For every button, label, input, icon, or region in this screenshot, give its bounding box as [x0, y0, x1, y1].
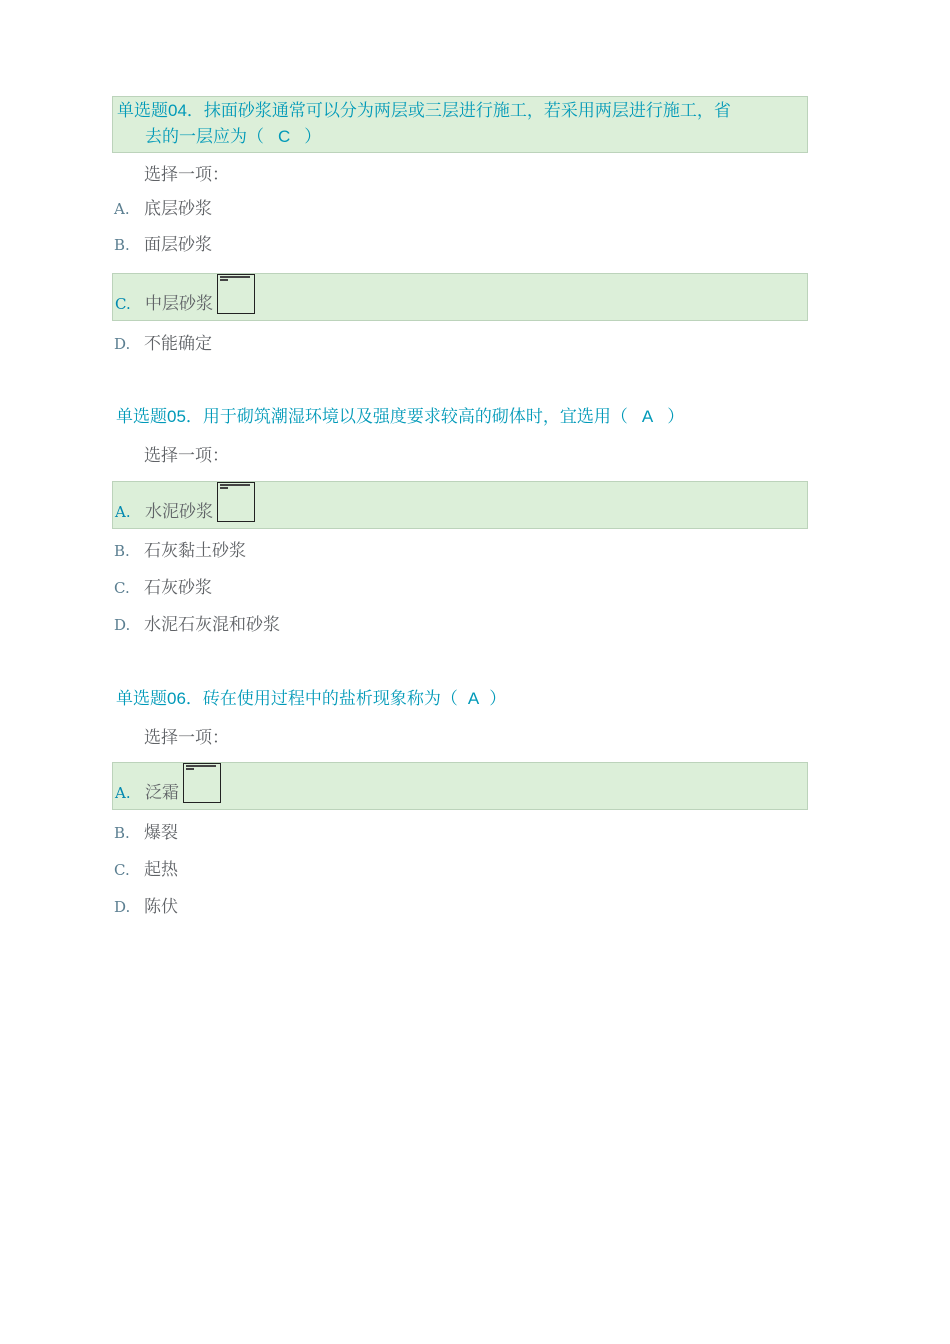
question-prefix: 单选题	[117, 101, 168, 121]
option-text: 爆裂	[144, 823, 178, 843]
option-letter: D.	[114, 335, 131, 353]
choose-prompt: 选择一项：	[144, 446, 229, 466]
choose-prompt: 选择一项：	[144, 728, 229, 748]
question-text: ．抹面砂浆通常可以分为两层或三层进行施工，若采用两层进行施工，省	[186, 101, 731, 121]
option-text: 不能确定	[144, 334, 212, 354]
option-text: 水泥石灰混和砂浆	[144, 615, 280, 635]
question-stem: 单选题05．用于砌筑潮湿环境以及强度要求较高的砌体时，宜选用（ A ）	[116, 407, 685, 427]
question-number: 06	[167, 689, 186, 708]
option-letter: D.	[114, 898, 131, 916]
question-prefix: 单选题	[116, 689, 167, 709]
option-text: 面层砂浆	[144, 235, 212, 255]
option-text: 水泥砂浆	[145, 502, 213, 522]
option-c[interactable]	[112, 857, 808, 883]
option-text: 石灰黏土砂浆	[144, 541, 246, 561]
option-b[interactable]	[112, 538, 808, 564]
option-c-selected[interactable]	[112, 273, 808, 321]
selected-mark-icon	[217, 274, 255, 314]
answer-letter: A	[641, 407, 654, 426]
option-text: 陈伏	[144, 897, 178, 917]
question-prefix: 单选题	[116, 407, 167, 427]
option-letter: A.	[115, 784, 131, 802]
selected-mark-icon	[217, 482, 255, 522]
option-d[interactable]	[112, 331, 808, 357]
option-a-selected[interactable]	[112, 762, 808, 810]
option-d[interactable]	[112, 894, 808, 920]
option-letter: B.	[114, 236, 130, 254]
option-letter: C.	[115, 295, 131, 313]
option-c[interactable]	[112, 575, 808, 601]
option-letter: D.	[114, 616, 131, 634]
option-d[interactable]	[112, 612, 808, 638]
question-stem: 单选题06．砖在使用过程中的盐析现象称为（ A ）	[116, 689, 507, 709]
option-letter: A.	[115, 503, 131, 521]
answer-letter: A	[467, 689, 480, 708]
selected-mark-icon	[183, 763, 221, 803]
answer-letter: C	[278, 127, 291, 146]
option-text: 石灰砂浆	[144, 578, 212, 598]
question-06	[112, 686, 808, 712]
question-number: 04	[168, 101, 187, 120]
option-b[interactable]	[112, 232, 808, 258]
question-text-cont: 去的一层应为（ C ）	[145, 127, 322, 147]
option-a-selected[interactable]	[112, 481, 808, 529]
choose-prompt: 选择一项：	[144, 165, 229, 185]
option-letter: C.	[114, 579, 130, 597]
option-text: 底层砂浆	[144, 199, 212, 219]
option-text: 泛霜	[145, 783, 179, 803]
question-stem	[112, 96, 808, 153]
question-04	[112, 96, 808, 153]
question-05	[112, 404, 808, 430]
option-letter: C.	[114, 861, 130, 879]
option-text: 起热	[144, 860, 178, 880]
option-letter: B.	[114, 824, 130, 842]
option-b[interactable]	[112, 820, 808, 846]
question-text: ．砖在使用过程中的盐析现象称为（	[185, 689, 458, 709]
question-number: 05	[167, 407, 186, 426]
option-a[interactable]	[112, 196, 808, 222]
option-letter: A.	[114, 200, 130, 218]
option-letter: B.	[114, 542, 130, 560]
option-text: 中层砂浆	[145, 294, 213, 314]
question-text: ．用于砌筑潮湿环境以及强度要求较高的砌体时，宜选用（	[185, 407, 628, 427]
